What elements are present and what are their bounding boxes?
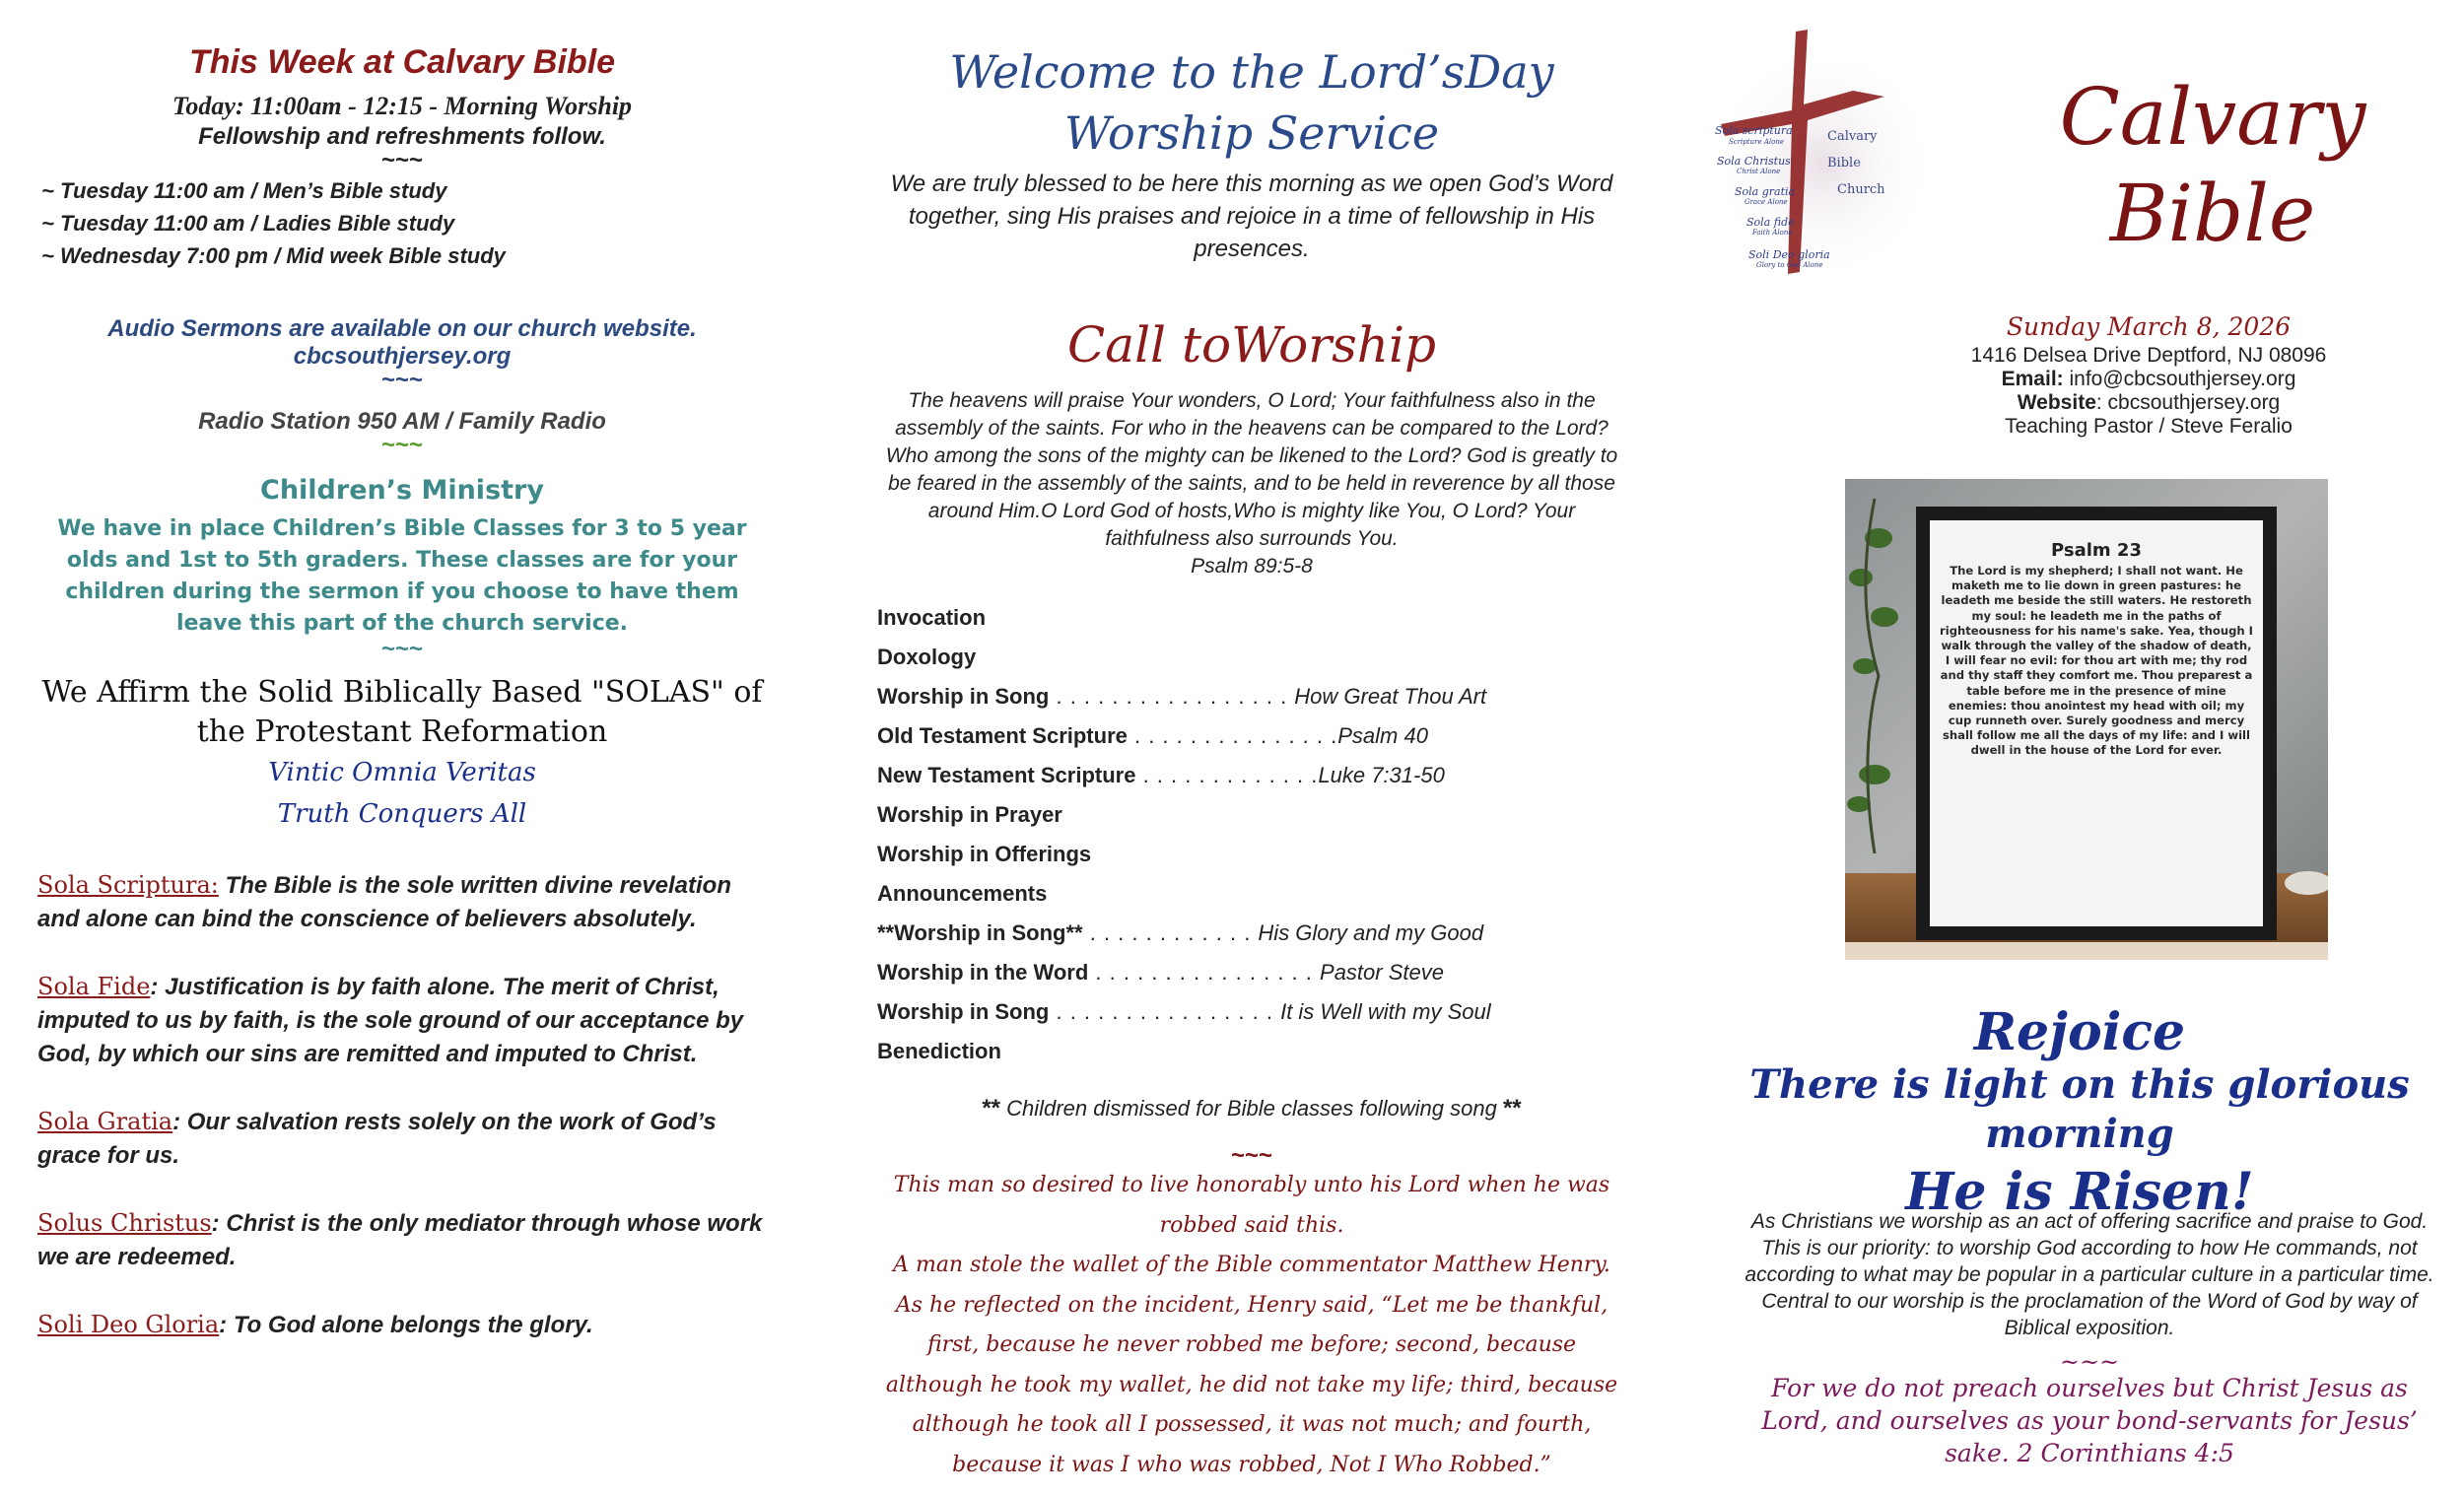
childrens-ministry-heading: Children’s Ministry [260, 475, 544, 506]
logo-text: Sola gratia [1735, 185, 1796, 198]
psalm-text: The Lord is my shepherd; I shall not want. He maketh me to lie down in green pastures: he leadeth me beside the still waters. He restoreth my soul: he leadeth me in the paths of righteousness for his name's sake. Yea, though I walk through the valley of the shadow of death, I will fear no evil: for thou art with me; thy rod and thy staff they comfort me. Thou preparest a table before me in the presence of mine enemies: thou anointest my head with oil; my cup runneth over. Surely goodness and mercy shall follow me all the days of my life: and I will dwell in the house of the Lord for ever. [1940, 564, 2253, 758]
sola-term: Sola Fide [37, 973, 151, 1000]
call-to-worship-heading: Call toWorship [1067, 316, 1436, 374]
service-item-label: Worship in Song [877, 999, 1050, 1024]
church-email [1892, 368, 2405, 391]
cross-logo-icon [1705, 26, 1942, 282]
service-date: Sunday March 8, 2026 [2006, 312, 2292, 341]
logo-text: Glory to God Alone [1756, 261, 1823, 269]
church-address: 1416 Delsea Drive Deptford, NJ 08096 [1970, 344, 2327, 367]
solus-christus [37, 1206, 767, 1274]
email-link[interactable]: info@cbcsouthjersey.org [2069, 368, 2296, 390]
separator: ~~~ [380, 147, 424, 173]
service-item-detail: Pastor Steve [1320, 960, 1444, 985]
audio-sermons-text: Audio Sermons are available on our church website. [107, 315, 697, 342]
service-item-label: Announcements [877, 881, 1048, 906]
latin-motto: Vintic Omnia Veritas [268, 758, 536, 787]
service-item-label: Worship in Prayer [877, 802, 1062, 827]
website-link[interactable]: cbcsouthjersey.org [293, 343, 512, 370]
leader-dots: . . . . . . . . . . . . . . . [1127, 723, 1338, 748]
church-website [1892, 391, 2405, 415]
logo-text: Sola Christus [1717, 155, 1791, 168]
sola-desc: The Bible is the sole written divine revelation and alone can bind the conscience of believers absolutely. [37, 872, 732, 932]
childrens-ministry-text: We have in place Children’s Bible Classes for 3 to 5 year olds and 1st to 5th graders. These classes are for your children during the sermon if you choose to have them leave this part of the church service. [57, 516, 747, 636]
service-item-detail: It is Well with my Soul [1280, 999, 1491, 1024]
note-stars: ** [1502, 1095, 1522, 1122]
logo-text: Scripture Alone [1729, 138, 1784, 146]
motto-translation: Truth Conquers All [277, 799, 527, 829]
separator: ~~~ [380, 367, 424, 393]
service-item [877, 1032, 1626, 1071]
service-item [877, 716, 1626, 756]
framed-psalm-image [1845, 479, 2328, 960]
service-item-label: Old Testament Scripture [877, 723, 1128, 748]
logo-text: Faith Alone [1752, 229, 1793, 237]
soli-deo-gloria [37, 1308, 767, 1342]
separator: ~~~ [1230, 1142, 1273, 1169]
today-service: Today: 11:00am - 12:15 - Morning Worship [171, 92, 633, 120]
logo-name: Bible [1827, 156, 1861, 170]
service-item-label: Worship in the Word [877, 960, 1089, 985]
website-link[interactable]: : cbcsouthjersey.org [2095, 391, 2281, 414]
worship-statement: As Christians we worship as an act of offering sacrifice and praise to God. This is our priority: to worship God according to how He commands, not according to what may be popular in a particular culture in a particular time. Central to our worship is the proclamation of the Word of God by way of Biblical exposition. [1745, 1210, 2434, 1339]
note-text: Children dismissed for Bible classes following song [1006, 1096, 1497, 1121]
service-item [877, 598, 1626, 638]
sola-term: Solus Christus [37, 1209, 212, 1237]
radio-station: Radio Station 950 AM / Family Radio [198, 408, 606, 435]
service-item-label: **Worship in Song** [877, 920, 1083, 945]
welcome-heading [877, 41, 1626, 164]
logo-text: Grace Alone [1745, 198, 1788, 206]
panel-cover [1695, 0, 2444, 1496]
title-line: Calvary [2059, 71, 2366, 163]
logo-text: Sola scriptura [1715, 124, 1793, 137]
sola-scriptura [37, 868, 767, 936]
separator: ~~~ [380, 636, 424, 662]
easter-message [1735, 1002, 2425, 1226]
logo-text: Soli Deo gloria [1748, 248, 1830, 261]
service-item-detail: Psalm 40 [1337, 723, 1428, 748]
sola-fide [37, 970, 767, 1071]
website-label: Website [2017, 391, 2096, 414]
this-week-heading: This Week at Calvary Bible [188, 43, 616, 81]
service-item-label: New Testament Scripture [877, 763, 1136, 787]
service-item [877, 992, 1626, 1032]
separator: ~~~ [2059, 1348, 2120, 1376]
story-intro: This man so desired to live honorably unto his Lord when he was robbed said this. [893, 1173, 1610, 1238]
service-item-label: Doxology [877, 645, 977, 669]
call-to-worship-text [877, 387, 1626, 580]
audio-sermons [37, 315, 767, 371]
leader-dots: . . . . . . . . . . . . . . . . [1049, 999, 1281, 1024]
service-item [877, 677, 1626, 716]
teaching-pastor: Teaching Pastor / Steve Feralio [2005, 415, 2293, 438]
logo-name: Church [1837, 182, 1885, 197]
panel-order-of-worship [877, 0, 1626, 1496]
rejoice-heading: Rejoice [1973, 1002, 2186, 1062]
leader-dots: . . . . . . . . . . . . . . . . . [1049, 684, 1295, 709]
schedule-item: ~ Wednesday 7:00 pm / Mid week Bible study [41, 243, 506, 268]
sola-desc: : Justification is by faith alone. The merit of Christ, imputed to us by faith, is the sole ground of our acceptance by God, by which our sins are remitted and imputed to Christ. [37, 974, 744, 1067]
email-label: Email: [2001, 368, 2064, 390]
service-item [877, 638, 1626, 677]
logo-name: Calvary [1827, 129, 1878, 144]
service-item-detail: His Glory and my Good [1258, 920, 1484, 945]
scripture-reference: Psalm 89:5-8 [1191, 555, 1313, 578]
service-item-detail: How Great Thou Art [1294, 684, 1487, 709]
service-item-label: Worship in Song [877, 684, 1050, 709]
service-item [877, 953, 1626, 992]
service-item [877, 756, 1626, 795]
call-text: The heavens will praise Your wonders, O Lord; Your faithfulness also in the assembly of the saints. For who in the heavens can be compared to the Lord? Who among the sons of the mighty can be likened to the Lord? God is greatly to be feared in the assembly of the saints, and to be held in reverence by all those around Him.O Lord God of hosts,Who is mighty like You, O Lord? Your faithfulness also surrounds You. [885, 389, 1618, 550]
fellowship-note: Fellowship and refreshments follow. [198, 123, 606, 150]
schedule-item: ~ Tuesday 11:00 am / Men’s Bible study [41, 178, 447, 203]
note-stars: ** [982, 1095, 1001, 1122]
children-dismissed-note [877, 1095, 1626, 1122]
welcome-line: Worship Service [1063, 106, 1440, 160]
weekly-schedule [41, 174, 767, 272]
service-item [877, 835, 1626, 874]
story-text: A man stole the wallet of the Bible commentator Matthew Henry. As he reflected on the incident, Henry said, “Let me be thankful, first, because he never robbed me before; second, because although he took my wallet, he did not take my life; third, because although he took all I possessed, it was not much; and fourth, because it was I who was robbed, Not I Who Robbed.” [885, 1253, 1618, 1477]
closing-scripture-text: For we do not preach ourselves but Christ Jesus as Lord, and ourselves as your bond-servants for Jesus’ sake. 2 Corinthians 4:5 [1761, 1374, 2418, 1467]
service-item [877, 874, 1626, 914]
sola-desc: : Christ is the only mediator through whose work we are redeemed. [37, 1210, 763, 1270]
sola-gratia [37, 1105, 767, 1173]
closing-scripture [1735, 1348, 2444, 1469]
church-name-title [2020, 69, 2405, 262]
service-item [877, 914, 1626, 953]
church-info [1892, 310, 2405, 439]
order-of-service [877, 598, 1626, 1071]
service-item-label: Benediction [877, 1039, 1001, 1063]
church-logo [1705, 26, 1942, 282]
risen-heading: He is Risen! [1905, 1162, 2254, 1222]
logo-text: Christ Alone [1737, 168, 1781, 175]
service-item [877, 795, 1626, 835]
leader-dots: . . . . . . . . . . . . [1082, 920, 1259, 945]
psalm-23-photo [1845, 479, 2328, 960]
psalm-title: Psalm 23 [2051, 540, 2142, 561]
sola-desc: : To God alone belongs the glory. [219, 1312, 593, 1338]
service-item-label: Worship in Offerings [877, 842, 1092, 866]
sola-term: Soli Deo Gloria [37, 1311, 220, 1338]
service-item-detail: Luke 7:31-50 [1318, 763, 1445, 787]
logo-text: Sola fide [1746, 216, 1795, 229]
separator: ~~~ [380, 432, 424, 458]
leader-dots: . . . . . . . . . . . . . [1135, 763, 1319, 787]
schedule-item: ~ Tuesday 11:00 am / Ladies Bible study [41, 211, 455, 236]
title-line: Bible [2109, 168, 2316, 259]
welcome-line: Welcome to the Lord’sDay [949, 45, 1554, 99]
service-item-label: Invocation [877, 605, 987, 630]
sola-term: Sola Scriptura: [37, 871, 219, 899]
sola-desc: : Our salvation rests solely on the work of God’s grace for us. [37, 1109, 717, 1169]
leader-dots: . . . . . . . . . . . . . . . . [1088, 960, 1321, 985]
welcome-text: We are truly blessed to be here this morning as we open God’s Word together, sing His praises and rejoice in a time of fellowship in His presences. [890, 170, 1613, 262]
sola-term: Sola Gratia [37, 1108, 173, 1135]
panel-this-week [37, 0, 767, 1496]
solas-affirmation: We Affirm the Solid Biblically Based "SOLAS" of the Protestant Reformation [41, 675, 763, 749]
light-heading: There is light on this glorious morning [1749, 1061, 2410, 1157]
